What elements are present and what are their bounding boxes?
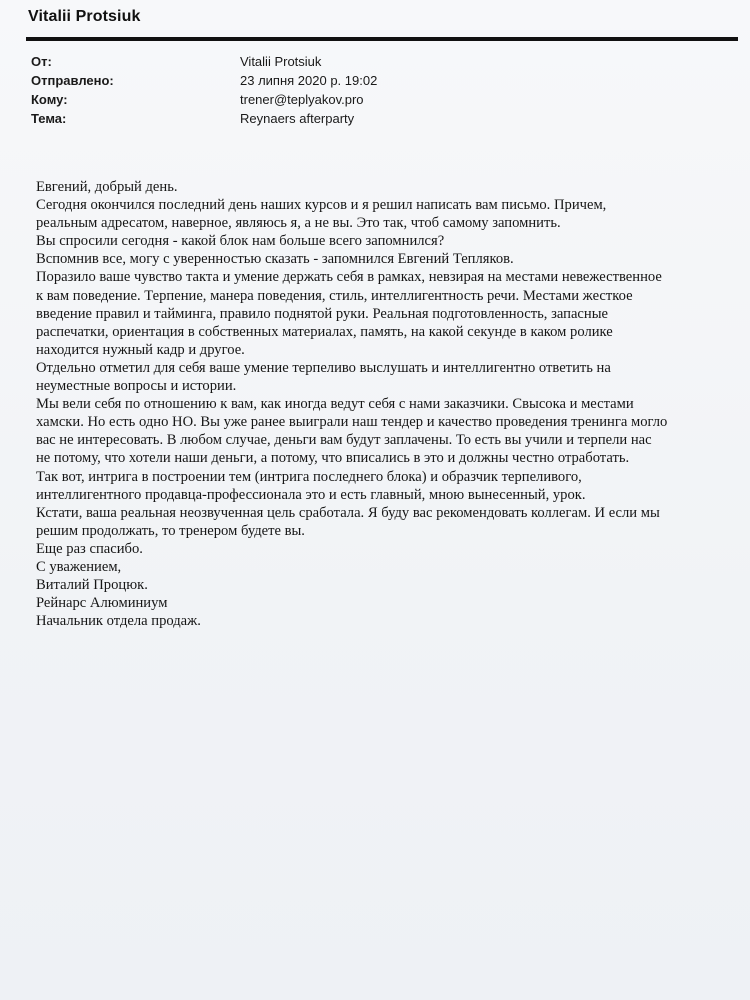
body-line: Поразило ваше чувство такта и умение держать себя в рамках, невзирая на местами невежественное: [36, 269, 662, 286]
sender-name-title: Vitalii Protsiuk: [28, 8, 141, 25]
body-line: Еще раз спасибо.: [36, 540, 143, 557]
header-to-label: Кому:: [31, 92, 68, 107]
body-line: Рейнарс Алюминиум: [36, 595, 168, 612]
header-to: [31, 90, 377, 109]
header-subject: [31, 109, 377, 128]
body-line: решим продолжать, то тренером будете вы.: [36, 522, 305, 539]
body-line: С уважением,: [36, 558, 122, 575]
body-line: Мы вели себя по отношению к вам, как иногда ведут себя с нами заказчики. Свысока и местами: [36, 396, 634, 413]
header-subject-label: Тема:: [31, 111, 67, 126]
body-line: к вам поведение. Терпение, манера поведения, стиль, интеллигентность речи. Местами жесткое: [36, 287, 633, 304]
header-to-value: trener@teplyakov.pro: [240, 92, 364, 107]
header-sent-value: 23 липня 2020 р. 19:02: [240, 73, 378, 88]
body-line: Виталий Процюк.: [36, 577, 148, 594]
header-subject-value: Reynaers afterparty: [240, 111, 355, 126]
header-sent-label: Отправлено:: [31, 73, 114, 88]
title-divider: [26, 37, 738, 41]
body-line: Вспомнив все, могу с уверенностью сказать - запомнился Евгений Тепляков.: [36, 251, 514, 268]
body-line: Кстати, ваша реальная неозвученная цель сработала. Я буду вас рекомендовать коллегам. И если мы: [36, 504, 660, 521]
header-from: [31, 52, 377, 71]
body-line: хамски. Но есть одно НО. Вы уже ранее выиграли наш тендер и качество проведения тренинга могло: [36, 414, 668, 431]
body-line: находится нужный кадр и другое.: [36, 341, 245, 358]
body-line: введение правил и тайминга, правило поднятой руки. Реальная подготовленность, запасные: [36, 305, 608, 322]
body-line: не потому, что хотели наши деньги, а потому, что вписались в это и должны честно отработать.: [36, 450, 630, 467]
body-line: Так вот, интрига в построении тем (интрига последнего блока) и образчик терпеливого,: [36, 468, 582, 485]
body-line: неуместные вопросы и истории.: [36, 378, 237, 395]
body-line: реальным адресатом, наверное, являюсь я, а не вы. Это так, чтоб самому запомнить.: [36, 215, 561, 232]
body-line: Евгений, добрый день.: [36, 179, 178, 195]
email-body: [36, 178, 736, 630]
header-from-value: Vitalii Protsiuk: [240, 54, 322, 69]
header-from-label: От:: [31, 54, 52, 69]
body-line: интеллигентного продавца-профессионала это и есть главный, мною вынесенный, урок.: [36, 486, 586, 503]
body-line: Сегодня окончился последний день наших курсов и я решил написать вам письмо. Причем,: [36, 197, 607, 214]
body-line: Начальник отдела продаж.: [36, 613, 201, 630]
body-line: Вы спросили сегодня - какой блок нам больше всего запомнился?: [36, 233, 445, 250]
body-line: вас не интересовать. В любом случае, деньги вам будут заплачены. То есть вы учили и терпели нас: [36, 432, 652, 449]
email-headers: [31, 52, 377, 128]
header-sent: [31, 71, 377, 90]
body-line: Отдельно отметил для себя ваше умение терпеливо выслушать и интеллигентно ответить на: [36, 359, 611, 376]
body-line: распечатки, ориентация в собственных материалах, память, на какой секунде в каком ролике: [36, 323, 613, 340]
